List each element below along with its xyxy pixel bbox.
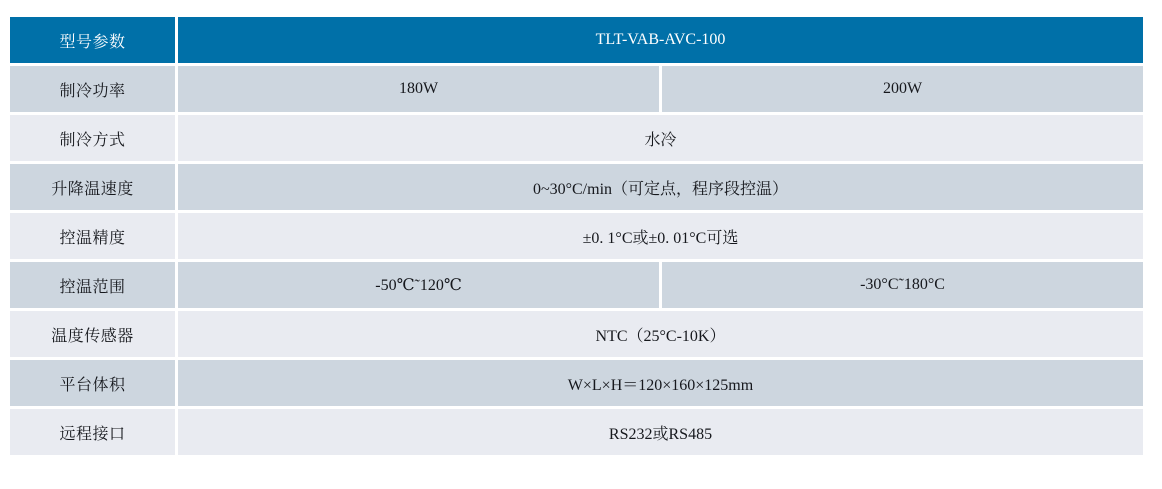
spec-value-area xyxy=(178,213,1143,259)
table-row-temp-accuracy xyxy=(10,213,1143,259)
spec-value-area xyxy=(178,262,1143,308)
spec-value: ±0. 1°C或±0. 01°C可选 xyxy=(178,213,1143,259)
spec-value-area xyxy=(178,409,1143,455)
header-value-area xyxy=(178,17,1143,63)
table-row-remote-interface xyxy=(10,409,1143,455)
spec-value-area xyxy=(178,164,1143,210)
table-row-platform-size xyxy=(10,360,1143,406)
spec-value: 180W xyxy=(178,66,659,112)
spec-label: 制冷方式 xyxy=(10,115,175,161)
spec-value: 水冷 xyxy=(178,115,1143,161)
table-row-ramp-rate xyxy=(10,164,1143,210)
spec-value: NTC（25°C-10K） xyxy=(178,311,1143,357)
spec-label: 温度传感器 xyxy=(10,311,175,357)
table-row-cooling-method xyxy=(10,115,1143,161)
spec-value: 0~30°C/min（可定点，程序段控温） xyxy=(178,164,1143,210)
spec-value-area xyxy=(178,311,1143,357)
spec-label: 控温范围 xyxy=(10,262,175,308)
spec-value: RS232或RS485 xyxy=(178,409,1143,455)
spec-value-area xyxy=(178,360,1143,406)
spec-value: 200W xyxy=(662,66,1143,112)
spec-value-area xyxy=(178,66,1143,112)
spec-value: -30°C˜180°C xyxy=(662,262,1143,308)
table-header-row xyxy=(10,17,1143,63)
spec-label: 控温精度 xyxy=(10,213,175,259)
table-row-cooling-power xyxy=(10,66,1143,112)
spec-label: 平台体积 xyxy=(10,360,175,406)
table-row-temp-range xyxy=(10,262,1143,308)
spec-value-area xyxy=(178,115,1143,161)
spec-label: 升降温速度 xyxy=(10,164,175,210)
spec-value: W×L×H＝120×160×125mm xyxy=(178,360,1143,406)
header-model-name: TLT-VAB-AVC-100 xyxy=(178,17,1143,63)
header-param-label: 型号参数 xyxy=(10,17,175,63)
table-row-temp-sensor xyxy=(10,311,1143,357)
spec-table xyxy=(10,17,1143,455)
spec-label: 制冷功率 xyxy=(10,66,175,112)
spec-value: -50℃˜120℃ xyxy=(178,262,659,308)
spec-label: 远程接口 xyxy=(10,409,175,455)
